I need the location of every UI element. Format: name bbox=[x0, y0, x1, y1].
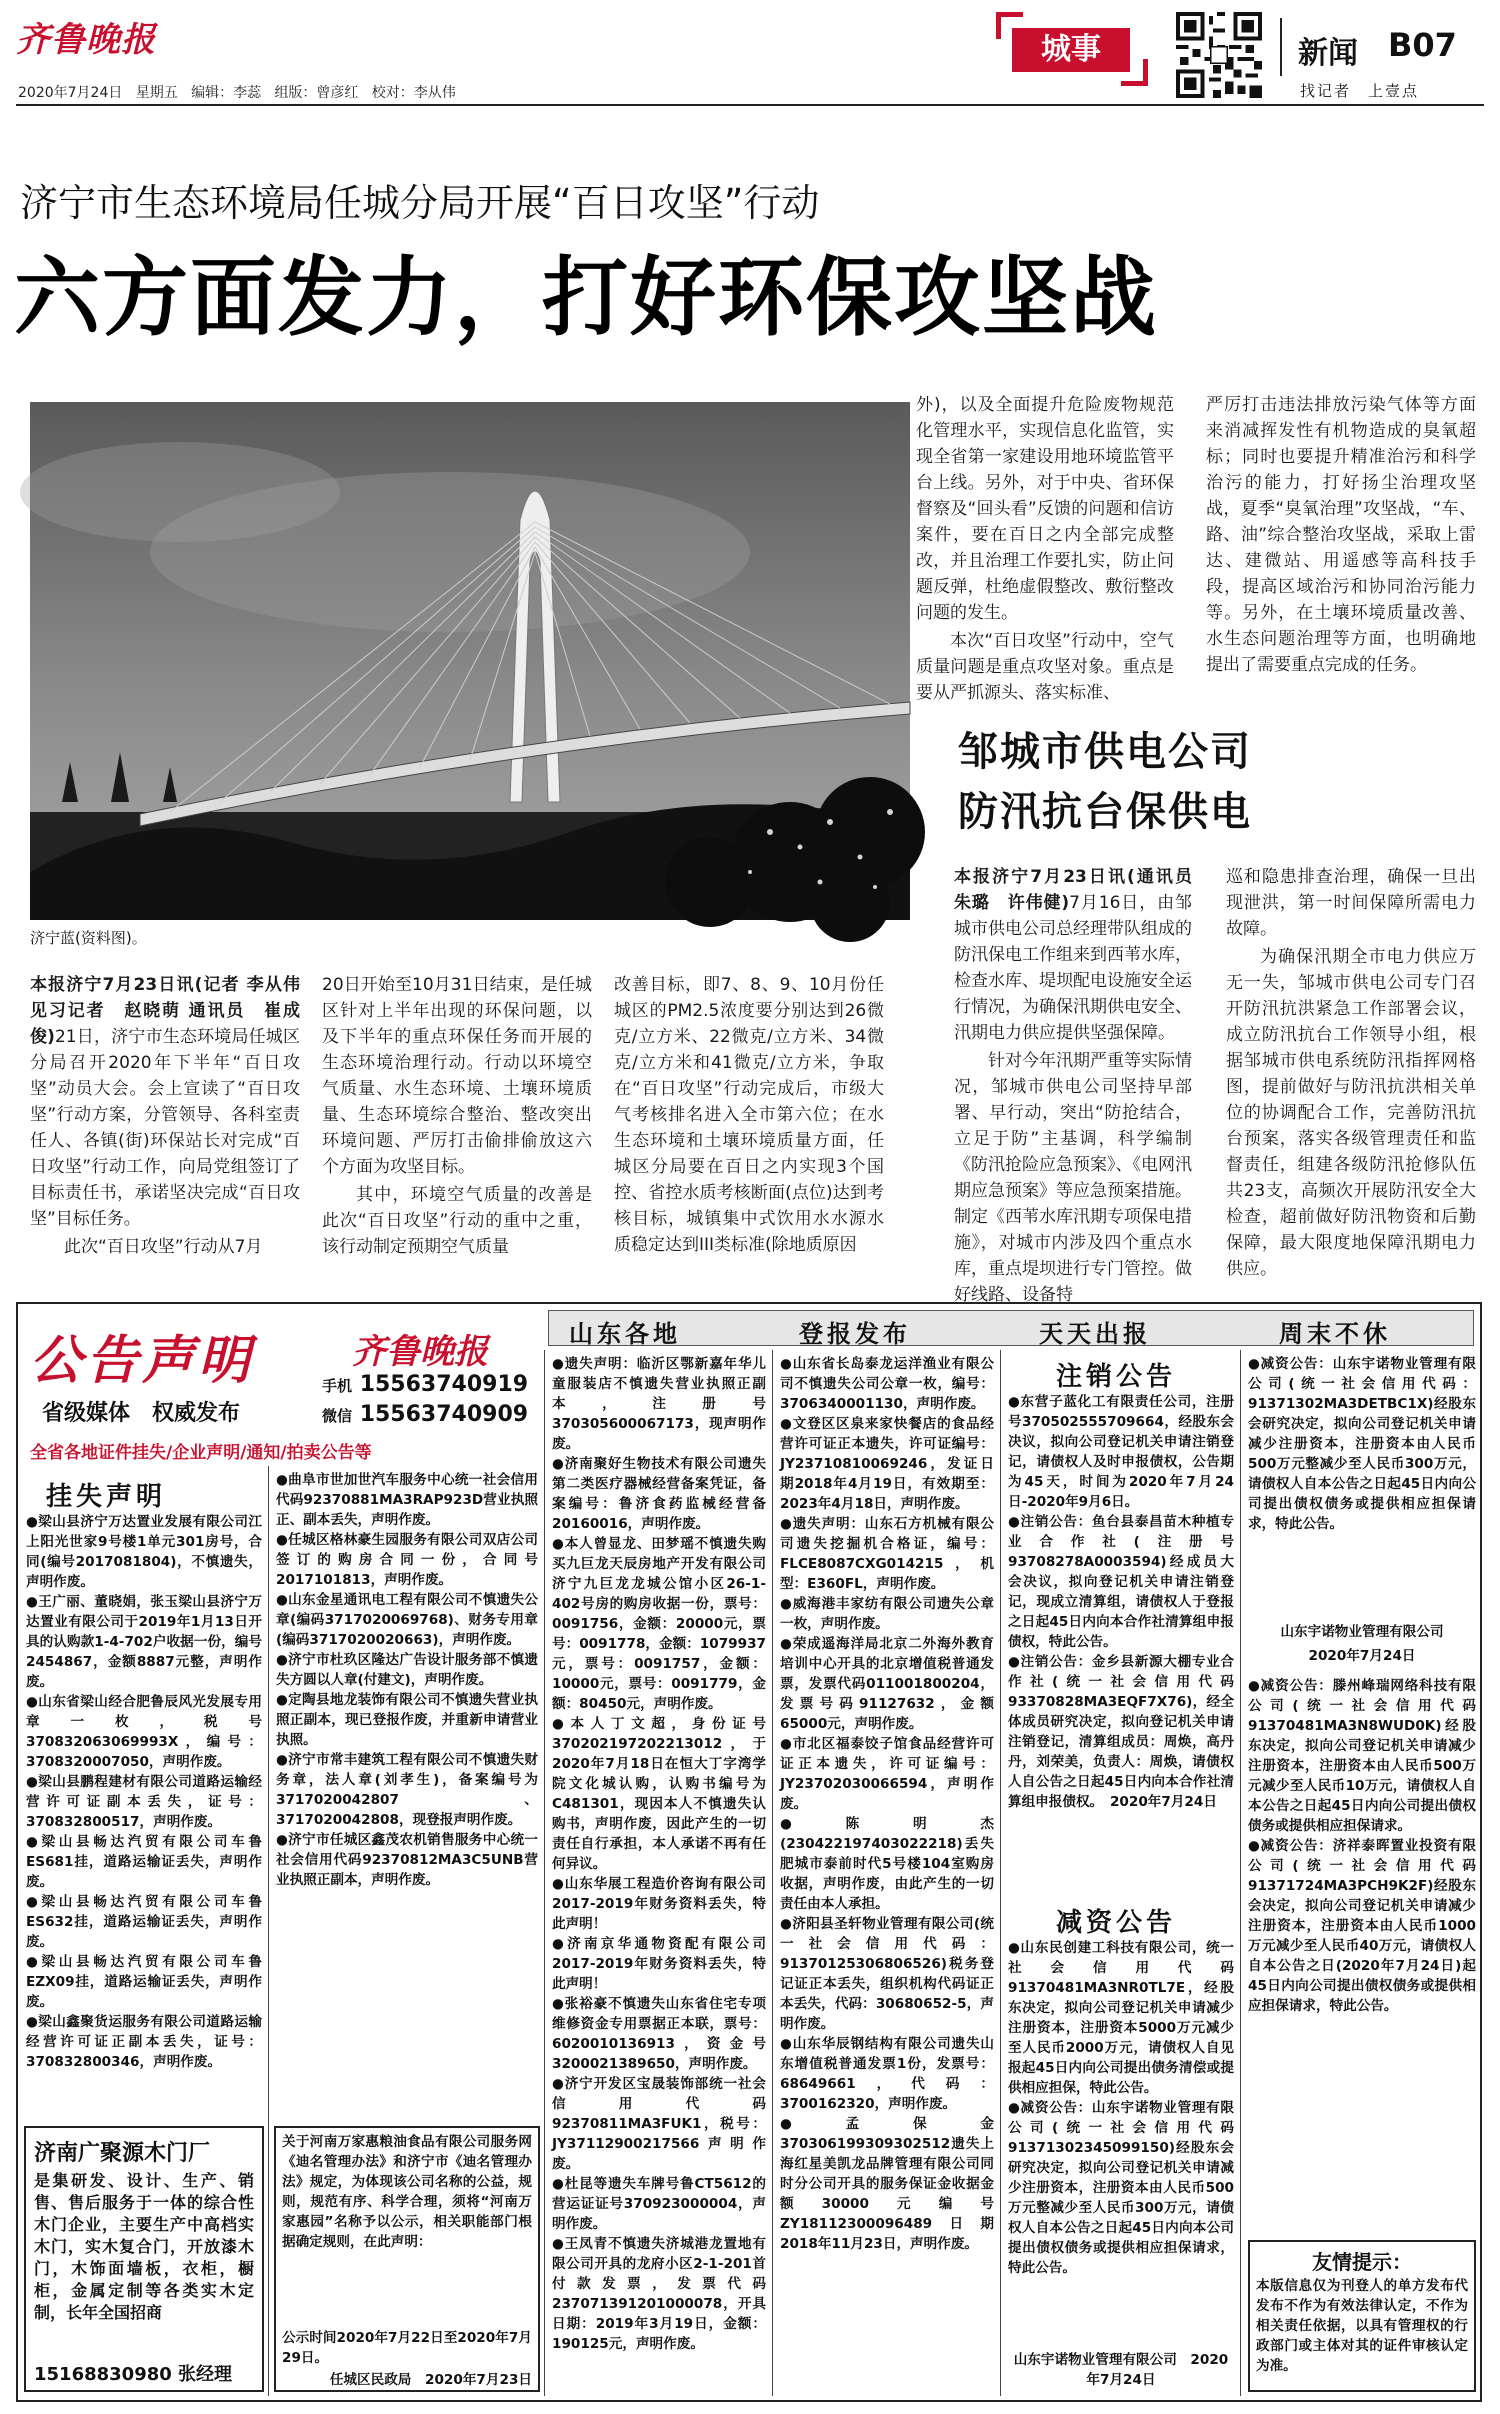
ad-item: ●梁山县济宁万达置业发展有限公司江上阳光世家9号楼1单元301房号，合同(编号2017081804)，不慎遗失，声明作废。 bbox=[26, 1514, 262, 1590]
article2-column-1 bbox=[954, 864, 1209, 1305]
section-name: 新闻 bbox=[1298, 36, 1358, 71]
ads-banner-title: 公告声明 bbox=[30, 1330, 255, 1391]
ad-item: ●东营子蓝化工有限责任公司，注册号370502555709664，经股东会决议，拟向公司登记机关申请注销登记，请债权人及时申报债权，公告期为45天，时间为2020年7月24日-2020年9月6日。 bbox=[1008, 1394, 1234, 1510]
ad-item: ●梁山县鹏程建材有限公司道路运输经营许可证副本丢失，证号：370832800517，声明作废。 bbox=[26, 1774, 262, 1830]
article2-col1-p1: 7月16日，由邹城市供电公司总经理带队组成的防汛保电工作组来到西苇水库，检查水库、堤坝配电设施安全运行情况，为确保汛期供电安全、汛期电力供应提供坚强保障。 bbox=[954, 893, 1192, 1043]
ad-item: ●遗失声明：临沂区鄂新嘉年华儿童服装店不慎遗失营业执照正副本，注册号370305600067173，现声明作废。 bbox=[552, 1356, 766, 1452]
zhuxiao-title: 注销公告 bbox=[1056, 1362, 1177, 1392]
article-dateline: 本报济宁7月23日讯(记者 李从伟 见习记者 赵晓萌 通讯员 崔成俊) bbox=[30, 975, 317, 1047]
ads-col6-date: 2020年7月24日 bbox=[1308, 1648, 1416, 1664]
ad-notice-sign: 任城区民政局 2020年7月23日 bbox=[329, 2372, 532, 2388]
ads-wechat: 15563740909 bbox=[359, 1402, 529, 1427]
ad-item: ●荣成遥海洋局北京二外海外教育培训中心开具的北京增值税普通发票，发票代码011001800204，发票号码91127632，金额65000元，声明作废。 bbox=[780, 1636, 994, 1732]
ad-item: ●济南京华通物资配有限公司2017-2019年财务资料丢失，特此声明！ bbox=[552, 1936, 766, 1992]
ad-item: ●减资公告：滕州峰瑞网络科技有限公司(统一社会信用代码91370481MA3N8WUD0K)经股东决定，拟向公司登记机关申请减少注册资本，注册资本由人民币500万元减少至人民币10万元，请债权人自本公告之日起45日内向公司提出债权债务或提供相应担保请求。 bbox=[1248, 1678, 1476, 1834]
ad-item: ●济阳县圣轩物业管理有限公司(统一社会信用代码：91370125306806526)税务登记证正本丢失，组织机构代码证正本丢失，代码：30680652-5，声明作废。 bbox=[780, 1916, 994, 2032]
ad-item: ●王广丽、董晓娟，张玉梁山县济宁万达置业有限公司于2019年1月13日开具的认购款1-4-702户收据一份，编号2454867，金额8887元整，声明作废。 bbox=[26, 1594, 262, 1690]
tip-title: 友情提示： bbox=[1312, 2250, 1412, 2274]
masthead-slogan: 找记者 上壹点 bbox=[1300, 82, 1420, 100]
photo-caption: 济宁蓝(资料图)。 bbox=[30, 929, 147, 947]
ads-column-5b bbox=[1008, 1938, 1234, 2364]
article-column-1 bbox=[30, 972, 317, 1292]
ad-item: ●减资公告：山东宇诺物业管理有限公司(统一社会信用代码91371302345099150)经股东会研究决定，拟向公司登记机关申请减少注册资本，注册资本由人民币500万元整减少至人民币300万元，请债权人自本公告之日起45日内向本公司提出债权债务或提供相应担保请求，特此公告。 bbox=[1008, 2100, 1234, 2276]
ad-item: ●杜昆等遗失车牌号鲁CT5612的营运证证号370923000004，声明作废。 bbox=[552, 2176, 766, 2232]
ads-slogan-1: 省级媒体 权威发布 bbox=[42, 1401, 241, 1426]
ad-item: ●曲阜市世加世汽车服务中心统一社会信用代码92370881MA3RAP923D营业执照正、副本丢失，声明作废。 bbox=[276, 1472, 538, 1528]
article-col1-p1: 21日，济宁市生态环境局任城区分局召开2020年下半年“百日攻坚”动员大会。会上宣读了“百日攻坚”行动方案，分管领导、各科室责任人、各镇(街)环保站长对完成“百日攻坚”行动工作，向局党组签订了目标责任书，承诺坚决完成“百日攻坚”目标任务。 bbox=[30, 1027, 300, 1229]
article-column-4 bbox=[916, 392, 1174, 703]
ad-item: ●济宁市任城区鑫茂农机销售服务中心统一社会信用代码92370812MA3C5UNB营业执照正副本，声明作废。 bbox=[276, 1832, 538, 1888]
ads-phone-row bbox=[322, 1372, 528, 1397]
section-divider bbox=[1280, 18, 1282, 76]
ad-item: ●山东民创建工科技有限公司，统一社会信用代码91370481MA3NR0TL7E，经股东决定，拟向公司登记机关申请减少注册资本，注册资本5000万元减少至人民币2000万元，请债权人自见报起45日内向公司提出债务清偿或提供相应担保，特此公告。 bbox=[1008, 1940, 1234, 2096]
article-col5-p1: 严厉打击违法排放污染气体等方面来消减挥发性有机物造成的臭氧超标；同时也要提升精准治污和科学治污的能力，打好扬尘治理攻坚战，夏季“臭氧治理”攻坚战，“车、路、油”综合整治攻坚战，采取上雷达、建微站、用遥感等高科技手段，提高区域治污和协同治污能力等。另外，在土壤环境质量改善、水生态问题治理等方面，也明确地提出了需要重点完成的任务。 bbox=[1206, 395, 1476, 675]
ads-phone: 15563740919 bbox=[359, 1372, 529, 1397]
ad-item: ●张裕豪不慎遗失山东省住宅专项维修资金专用票据正本联，票号：6020010136913，资金号3200021389650，声明作废。 bbox=[552, 1996, 766, 2072]
ads-banner-paper: 齐鲁晚报 bbox=[352, 1332, 488, 1372]
ad-notice-text: 关于河南万家惠粮油食品有限公司服务网《迪名管理办法》和济宁市《迪名管理办法》规定，为体现该公司名称的公益，规则，规范有序、科学合理，须将“河南万家惠园”名称予以公示，相关职能部门根据确定规则，在此声明： bbox=[282, 2134, 532, 2250]
ads-topbar-2: 登报发布 bbox=[799, 1320, 911, 1348]
ad-item: ●梁山鑫聚货运服务有限公司道路运输经营许可证正副本丢失，证号：370832800346，声明作废。 bbox=[26, 2014, 262, 2070]
issue-weekday: 星期五 bbox=[135, 85, 178, 101]
guashi-title: 挂失声明 bbox=[46, 1482, 167, 1512]
ad-item: ●定陶县地龙装饰有限公司不慎遗失营业执照正副本，现已登报作废，并重新申请营业执照。 bbox=[276, 1692, 538, 1748]
ad-item: ●济宁开发区宝晟装饰部统一社会信用代码92370811MA3FUK1，税号：JY37112900217566声明作废。 bbox=[552, 2076, 766, 2172]
article-col4-p2: 本次“百日攻坚”行动中，空气质量问题是重点攻坚对象。重点是要从严抓源头、落实标准、 bbox=[916, 631, 1174, 703]
ad-item: ●减资公告：济祥泰晖置业投资有限公司(统一社会信用代码91371724MA3PCH9K2F)经股东会决定，拟向公司登记机关申请减少注册资本，注册资本由人民币1000万元减少至人民币40万元，请债权人自本公告之日(2020年7月24日)起45日内向公司提出债权债务或提供相应担保请求，特此公告。 bbox=[1248, 1838, 1476, 2014]
ad-item: ●孟保金370306199309302512遗失上海红星美凯龙品牌管理有限公司同时分公司开具的服务保证金收据金额30000元编号ZY18112300096489日期2018年11月23日，声明作废。 bbox=[780, 2116, 994, 2252]
section-tag-frame bbox=[996, 12, 1148, 86]
ads-column-6b bbox=[1248, 1676, 1476, 2236]
ad-box-phone: 15168830980 张经理 bbox=[34, 2364, 233, 2385]
article2-dateline: 本报济宁7月23日讯(通讯员 朱璐 许伟健) bbox=[954, 867, 1209, 913]
section-tag: 城事 bbox=[1012, 28, 1130, 72]
ads-banner bbox=[22, 1310, 542, 1463]
ad-notice-date: 公示时间2020年7月22日至2020年7月29日。 bbox=[282, 2330, 532, 2366]
ads-divider-1 bbox=[268, 1466, 269, 2396]
ad-item: ●山东金星通讯电工程有限公司不慎遗失公章(编码3717020069768)、财务专用章(编码3717020020663)，声明作废。 bbox=[276, 1592, 538, 1648]
ad-item: ●遗失声明：山东石方机械有限公司遗失挖掘机合格证，编号：FLCE8087CXG014215，机型：E360FL，声明作废。 bbox=[780, 1516, 994, 1592]
ad-box-body: 是集研发、设计、生产、销售、售后服务于一体的综合性木门企业，主要生产中高档实木门，实木复合门，开放漆木门，木饰面墙板，衣柜，橱柜，金属定制等各类实木定制，长年全国招商 bbox=[34, 2171, 254, 2322]
ads-column-6a bbox=[1248, 1354, 1476, 1616]
ad-item: ●本人丁文超，身份证号370202197202213012，于2020年7月18日在恒大丁字湾学院文化城认购，认购书编号为C481301，现因本人不慎遗失认购书，声明作废，因此产生的一切责任自行承担，本人承诺不再有任何异议。 bbox=[552, 1716, 766, 1872]
ad-item: ●山东华展工程造价咨询有限公司2017-2019年财务资料丢失，特此声明！ bbox=[552, 1876, 766, 1932]
article-kicker: 济宁市生态环境局任城分局开展“百日攻坚”行动 bbox=[20, 181, 820, 225]
article2-column-2 bbox=[1226, 864, 1476, 1292]
ad-item: ●山东省梁山经合肥鲁辰风光发展专用章一枚，税号370832063069993X，编号：3708320007050，声明作废。 bbox=[26, 1694, 262, 1770]
tip-body: 本版信息仅为刊登人的单方发布代发布不作为有效法律认定，不作为相关责任依据，以具有管理权的行政部门或主体对其的证件审核认定为准。 bbox=[1256, 2278, 1468, 2374]
article-column-3 bbox=[614, 972, 884, 1292]
ads-slogan-2: 全省各地证件挂失/企业声明/通知/拍卖公告等 bbox=[30, 1443, 372, 1463]
ad-item: ●注销公告：金乡县新源大棚专业合作社(统一社会信用代码93370828MA3EQF7X76)，经全体成员研究决定，拟向登记机关申请注销登记，清算组成员：周焕，高丹丹，刘荣美，负责人：周焕，请债权人自公告之日起45日内向本合作社清算组申报债权。 2020年7月24日 bbox=[1008, 1654, 1234, 1810]
ad-item: ●本人曾显龙、田梦瑶不慎遗失购买九巨龙天辰房地产开发有限公司济宁九巨龙龙城公馆小区26-1-402号房的购房收据一份，票号：0091756，金额：20000元，票号：0091778，金额：1079937元，票号：0091757，金额：10000元，票号：0091779，金额：80450元，声明作废。 bbox=[552, 1536, 766, 1712]
qr-code bbox=[1176, 12, 1262, 98]
editor: 编辑：李蕊 bbox=[191, 85, 262, 101]
issue-info bbox=[18, 82, 456, 102]
ad-item: ●梁山县畅达汽贸有限公司车鲁EZX09挂，道路运输证丢失，声明作废。 bbox=[26, 1954, 262, 2010]
masthead-rule bbox=[16, 104, 1484, 106]
ads-divider-3 bbox=[772, 1350, 773, 2396]
jianzi-title: 减资公告 bbox=[1056, 1908, 1177, 1938]
ad-item: ●山东华辰钢结构有限公司遗失山东增值税普通发票1份，发票号：68649661，代码：3700162320，声明作废。 bbox=[780, 2036, 994, 2112]
article-photo bbox=[30, 402, 910, 920]
article-column-5 bbox=[1206, 392, 1476, 684]
ad-item: ●济宁市常丰建筑工程有限公司不慎遗失财务章，法人章(刘孝生)，备案编号为3717020042807、3717020042808，现登报声明作废。 bbox=[276, 1752, 538, 1828]
ad-item: ●市北区福泰饺子馆食品经营许可证正本遗失，许可证编号：JY23702030066594，声明作废。 bbox=[780, 1736, 994, 1812]
article-col2-p1: 20日开始至10月31日结束，是任城区针对上半年出现的环保问题，以及下半年的重点环保任务而开展的生态环境治理行动。行动以环境空气质量、水生态环境、土壤环境质量、生态环境综合整治、整改突出环境问题、严厉打击偷排偷放这六个方面为攻坚目标。 bbox=[322, 975, 592, 1177]
ads-phone-label: 手机 bbox=[322, 1377, 353, 1395]
article-col3-p1: 改善目标，即7、8、9、10月份任城区的PM2.5浓度要分别达到26微克/立方米、22微克/立方米、34微克/立方米和41微克/立方米，争取在“百日攻坚”行动完成后，市级大气考核排名进入全市第六位；在水生态环境和土壤环境质量方面，任城区分局要在百日之内实现3个国控、省控水质考核断面(点位)达到考核目标，城镇集中式饮用水水源水质稳定达到III类标准(除地质原因 bbox=[614, 975, 884, 1255]
ad-item: ●王凤青不慎遗失济城港龙置地有限公司开具的龙府小区2-1-201首付款发票，发票代码237071391201000078，开具日期：2019年3月19日，金额：190125元，声明作废。 bbox=[552, 2236, 766, 2352]
ads-topbar-1: 山东各地 bbox=[569, 1320, 681, 1348]
article2-col2-p2: 为确保汛期全市电力供应万无一失，邹城市供电公司专门召开防汛抗洪紧急工作部署会议，成立防汛抗台工作领导小组，根据邹城市供电系统防汛指挥网格图，提前做好与防汛抗洪相关单位的协调配合工作，完善防汛抗台预案，落实各级管理责任和监督责任，组建各级防汛抢修队伍共23支，高频次开展防汛安全大检查，超前做好防汛物资和后勤保障，最大限度地保障汛期电力供应。 bbox=[1226, 947, 1476, 1279]
ads-wechat-label: 微信 bbox=[322, 1407, 353, 1425]
ad-item: ●山东省长岛泰龙运洋渔业有限公司不慎遗失公司公章一枚，编号：3706340001130，声明作废。 bbox=[780, 1356, 994, 1412]
ads-topbar-4: 周末不休 bbox=[1279, 1320, 1391, 1348]
ads-divider-4 bbox=[1000, 1350, 1001, 2396]
ad-box-title: 济南广聚源木门厂 bbox=[34, 2141, 211, 2166]
ad-item: ●梁山县畅达汽贸有限公司车鲁ES632挂，道路运输证丢失，声明作废。 bbox=[26, 1894, 262, 1950]
article-col4-p1: 外)，以及全面提升危险废物规范化管理水平，实现信息化监管，实现全省第一家建设用地环境监管平台上线。另外，对于中央、省环保督察及“回头看”反馈的问题和信访案件，要在百日之内全部完成整改，并且治理工作要扎实，防止问题反弹，杜绝虚假整改、敷衍整改问题的发生。 bbox=[916, 395, 1174, 623]
ads-wechat-row bbox=[322, 1402, 528, 1427]
ads-divider-2 bbox=[544, 1350, 545, 2396]
article-headline: 六方面发力，打好环保攻坚战 bbox=[14, 248, 1158, 348]
article2-headline-1: 邹城市供电公司 bbox=[958, 729, 1252, 775]
ad-item: ●济宁市杜玖区隆达广告设计服务部不慎遗失方圆以人章(付建文)，声明作废。 bbox=[276, 1652, 538, 1688]
ads-column-2 bbox=[276, 1470, 538, 2110]
ad-item: ●梁山县畅达汽贸有限公司车鲁ES681挂，道路运输证丢失，声明作废。 bbox=[26, 1834, 262, 1890]
layout-editor: 组版：曾彦红 bbox=[274, 85, 359, 101]
ads-divider-5 bbox=[1240, 1350, 1241, 2396]
article-col1-p2: 此次“百日攻坚”行动从7月 bbox=[64, 1237, 263, 1257]
ads-column-3 bbox=[552, 1354, 766, 2390]
ad-notice-body bbox=[282, 2132, 532, 2312]
ads-column-4 bbox=[780, 1354, 994, 2390]
ads-topbar bbox=[548, 1310, 1474, 1346]
article-col2-p2: 其中，环境空气质量的改善是此次“百日攻坚”行动的重中之重，该行动制定预期空气质量 bbox=[322, 1185, 592, 1257]
ads-column-5a bbox=[1008, 1392, 1234, 1898]
ad-box-wood-door bbox=[24, 2126, 264, 2392]
ad-item: ●威海港丰家纺有限公司遗失公章一枚，声明作废。 bbox=[780, 1596, 994, 1632]
ads-topbar-3: 天天出报 bbox=[1039, 1320, 1151, 1348]
ad-item: ●济南聚好生物技术有限公司遗失第二类医疗器械经营备案凭证，备案编号：鲁济食药监械经营备20160016，声明作废。 bbox=[552, 1456, 766, 1532]
ads-column-1 bbox=[26, 1512, 262, 2122]
article2-col1-p2: 针对今年汛期严重等实际情况，邹城市供电公司坚持早部署、早行动，突出“防抢结合，立足于防”主基调，科学编制《防汛抢险应急预案》、《电网汛期应急预案》等应急预案措施。制定《西苇水库汛期专项保电措施》，对城市内涉及四个重点水库，重点堤坝进行专门管控。做好线路、设备特 bbox=[954, 1051, 1192, 1305]
ad-item: ●任城区格林豪生园服务有限公司双店公司签订的购房合同一份，合同号2017101813，声明作废。 bbox=[276, 1532, 538, 1588]
issue-date: 2020年7月24日 bbox=[18, 85, 123, 101]
ad-item: ●减资公告：山东宇诺物业管理有限公司(统一社会信用代码：91371302MA3DETBC1X)经股东会研究决定，拟向公司登记机关申请减少注册资本，注册资本由人民币500万元整减少至人民币300万元，请债权人自本公告之日起45日内向公司提出债权债务或提供相应担保请求，特此公告。 bbox=[1248, 1356, 1476, 1532]
tip-box bbox=[1248, 2240, 1476, 2392]
ad-item: ●陈明杰(230422197403022218)丢失肥城市泰前时代5号楼104室购房收据，声明作废，由此产生的一切责任由本人承担。 bbox=[780, 1816, 994, 1912]
ad-item: ●注销公告：鱼台县泰昌苗木种植专业合作社(注册号93708278A0003594)经成员大会决议，拟向登记机关申请注销登记，现成立清算组，请债权人于登报之日起45日内向本合作社清算组申报债权，特此公告。 bbox=[1008, 1514, 1234, 1650]
ads-col5-sign: 山东宇诺物业管理有限公司 2020年7月24日 bbox=[1013, 2352, 1229, 2388]
proofreader: 校对：李从伟 bbox=[371, 85, 456, 101]
article2-headline-2: 防汛抗台保供电 bbox=[958, 789, 1252, 835]
ad-notice-box bbox=[274, 2126, 540, 2392]
ad-item: ●文登区区泉来家快餐店的食品经营许可证正本遗失，许可证编号：JY23710810069246，发证日期2018年4月19日，有效期至：2023年4月18日，声明作废。 bbox=[780, 1416, 994, 1512]
article-column-2 bbox=[322, 972, 592, 1292]
page-number: B07 bbox=[1388, 26, 1457, 64]
bridge-photo bbox=[30, 402, 910, 920]
ads-col6-sign: 山东宇诺物业管理有限公司 bbox=[1280, 1624, 1444, 1640]
paper-logo: 齐鲁晚报 bbox=[16, 20, 156, 60]
article2-col2-p1: 巡和隐患排查治理，确保一旦出现泄洪，第一时间保障所需电力故障。 bbox=[1226, 867, 1476, 939]
